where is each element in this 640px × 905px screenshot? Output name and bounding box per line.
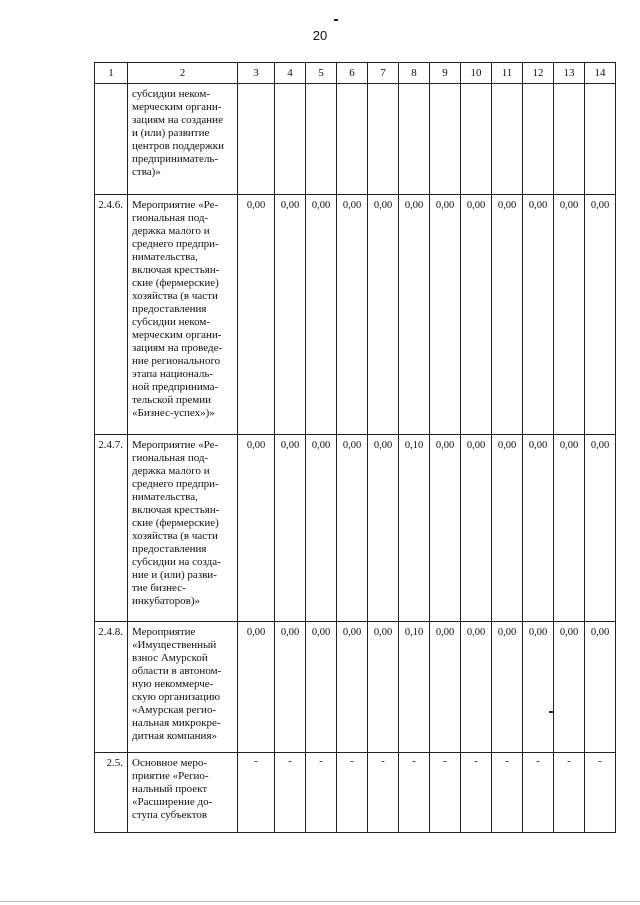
- value-cell: 0,10: [399, 435, 430, 622]
- value-cell: -: [275, 753, 306, 833]
- value-cell: [523, 84, 554, 195]
- row-number: 2.4.6.: [95, 195, 128, 435]
- value-cell: -: [238, 753, 275, 833]
- value-cell: 0,00: [492, 622, 523, 753]
- value-cell: 0,00: [368, 622, 399, 753]
- column-header: 10: [461, 63, 492, 84]
- value-cell: 0,10: [399, 622, 430, 753]
- value-cell: 0,00: [585, 435, 616, 622]
- value-cell: [238, 84, 275, 195]
- value-cell: 0,00: [554, 622, 585, 753]
- value-cell: 0,00: [238, 622, 275, 753]
- column-header: 1: [95, 63, 128, 84]
- value-cell: 0,00: [337, 195, 368, 435]
- column-header: 8: [399, 63, 430, 84]
- value-cell: 0,00: [275, 195, 306, 435]
- value-cell: 0,00: [275, 435, 306, 622]
- value-cell: -: [337, 753, 368, 833]
- value-cell: [368, 84, 399, 195]
- page-number: 20: [312, 28, 328, 43]
- row-name: Мероприятие «Ре- гиональная под- держка малого и среднего предпри- нимательства, включая крестьян- ские (фермерские) хозяйства (в части предоставления субсидии неком- мерческим органи- зациям на проведе- ние регионального этапа националь- ной предпринима- тельской премии «Бизнес-успех»)»: [128, 195, 238, 435]
- row-name: субсидии неком- мерческим органи- зациям на создание и (или) развитие центров поддержки предприниматель- ства)»: [128, 84, 238, 195]
- value-cell: 0,00: [461, 195, 492, 435]
- value-cell: 0,00: [368, 195, 399, 435]
- page-edge: [0, 901, 640, 902]
- value-cell: 0,00: [585, 195, 616, 435]
- value-cell: -: [523, 753, 554, 833]
- value-cell: 0,00: [430, 622, 461, 753]
- value-cell: -: [461, 753, 492, 833]
- value-cell: 0,00: [306, 435, 337, 622]
- column-header: 13: [554, 63, 585, 84]
- value-cell: -: [368, 753, 399, 833]
- value-cell: -: [554, 753, 585, 833]
- table-row: [95, 84, 616, 195]
- row-name: Мероприятие «Ре- гиональная под- держка малого и среднего предпри- нимательства, включая крестьян- ские (фермерские) хозяйства (в части предоставления субсидии на созда- ние и (или) разви- тие бизнес- инкубаторов)»: [128, 435, 238, 622]
- column-header: 11: [492, 63, 523, 84]
- value-cell: 0,00: [461, 622, 492, 753]
- column-header: 3: [238, 63, 275, 84]
- column-header: 14: [585, 63, 616, 84]
- value-cell: 0,00: [430, 435, 461, 622]
- value-cell: [585, 84, 616, 195]
- value-cell: 0,00: [585, 622, 616, 753]
- value-cell: 0,00: [492, 435, 523, 622]
- value-cell: 0,00: [306, 195, 337, 435]
- value-cell: 0,00: [368, 435, 399, 622]
- row-name: Мероприятие «Имущественный взнос Амурской области в автоном- ную некоммерче- скую организацию «Амурская регио- нальная микрокре- дитная компания»: [128, 622, 238, 753]
- value-cell: 0,00: [523, 622, 554, 753]
- value-cell: [430, 84, 461, 195]
- table-row: [95, 435, 616, 622]
- value-cell: [554, 84, 585, 195]
- value-cell: -: [430, 753, 461, 833]
- table-row: [95, 195, 616, 435]
- column-header: 7: [368, 63, 399, 84]
- budget-table: [94, 62, 616, 833]
- value-cell: [306, 84, 337, 195]
- value-cell: -: [399, 753, 430, 833]
- value-cell: [337, 84, 368, 195]
- value-cell: 0,00: [554, 435, 585, 622]
- table-header-row: [95, 63, 616, 84]
- value-cell: 0,00: [399, 195, 430, 435]
- column-header: 12: [523, 63, 554, 84]
- value-cell: 0,00: [337, 622, 368, 753]
- column-header: 6: [337, 63, 368, 84]
- value-cell: 0,00: [523, 435, 554, 622]
- column-header: 5: [306, 63, 337, 84]
- value-cell: 0,00: [554, 195, 585, 435]
- column-header: 4: [275, 63, 306, 84]
- row-number: 2.5.: [95, 753, 128, 833]
- value-cell: -: [492, 753, 523, 833]
- value-cell: 0,00: [430, 195, 461, 435]
- row-number: [95, 84, 128, 195]
- value-cell: 0,00: [306, 622, 337, 753]
- value-cell: 0,00: [461, 435, 492, 622]
- value-cell: -: [585, 753, 616, 833]
- row-name: Основное меро- приятие «Регио- нальный проект «Расширение до- ступа субъектов: [128, 753, 238, 833]
- value-cell: [275, 84, 306, 195]
- row-number: 2.4.8.: [95, 622, 128, 753]
- table-row: [95, 622, 616, 753]
- value-cell: 0,00: [275, 622, 306, 753]
- row-number: 2.4.7.: [95, 435, 128, 622]
- value-cell: -: [306, 753, 337, 833]
- column-header: 9: [430, 63, 461, 84]
- value-cell: 0,00: [238, 435, 275, 622]
- scan-mark: [549, 711, 554, 713]
- value-cell: [399, 84, 430, 195]
- value-cell: [461, 84, 492, 195]
- column-header: 2: [128, 63, 238, 84]
- value-cell: 0,00: [492, 195, 523, 435]
- table-row: [95, 753, 616, 833]
- value-cell: 0,00: [523, 195, 554, 435]
- value-cell: 0,00: [238, 195, 275, 435]
- scan-mark: [334, 19, 338, 21]
- value-cell: [492, 84, 523, 195]
- value-cell: 0,00: [337, 435, 368, 622]
